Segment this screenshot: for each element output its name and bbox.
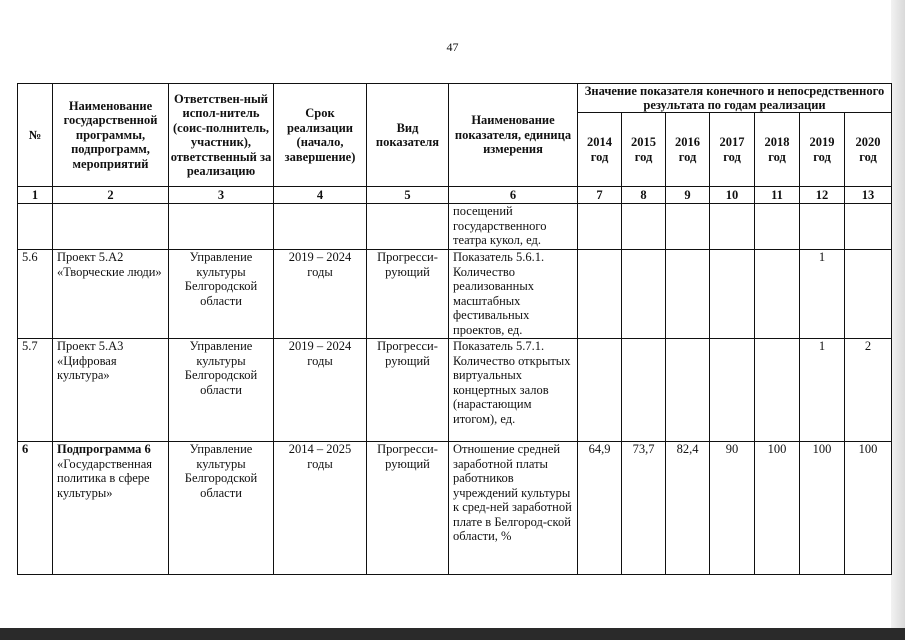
cell-program: Проект 5.А3 «Цифровая культура» [53, 339, 169, 442]
cell-program [53, 442, 169, 575]
cell-value [578, 204, 622, 250]
cell-value [845, 250, 892, 339]
column-number: 2 [53, 187, 169, 204]
header-year: 2015 год [622, 113, 666, 187]
cell-indicator-name: Показатель 5.7.1. Количество открытых виртуальных концертных залов (нарастающим итогом), ед. [449, 339, 578, 442]
column-number: 9 [666, 187, 710, 204]
cell-indicator-type [367, 204, 449, 250]
cell-indicator-type: Прогресси-рующий [367, 250, 449, 339]
cell-value [710, 204, 755, 250]
cell-value [845, 204, 892, 250]
scan-edge-right [891, 0, 905, 640]
cell-period: 2014 – 2025 годы [274, 442, 367, 575]
cell-value [622, 250, 666, 339]
cell-indicator-type: Прогресси-рующий [367, 339, 449, 442]
cell-value: 90 [710, 442, 755, 575]
column-number: 3 [169, 187, 274, 204]
header-year: 2019 год [800, 113, 845, 187]
cell-indicator-name: Отношение средней заработной платы работников учреждений культуры к сред-ней заработной плате в Белгород-ской области, % [449, 442, 578, 575]
header-responsible: Ответствен-ный испол-нитель (соис-полнитель, участник), ответственный за реализацию [169, 84, 274, 187]
cell-period: 2019 – 2024 годы [274, 250, 367, 339]
cell-no: 5.7 [18, 339, 53, 442]
column-number: 12 [800, 187, 845, 204]
cell-value: 64,9 [578, 442, 622, 575]
header-year: 2016 год [666, 113, 710, 187]
cell-value: 1 [800, 250, 845, 339]
cell-value [755, 250, 800, 339]
cell-value: 100 [800, 442, 845, 575]
header-program: Наименование государственной программы, подпрограмм, мероприятий [53, 84, 169, 187]
cell-value [800, 204, 845, 250]
header-period: Срок реализации (начало, завершение) [274, 84, 367, 187]
cell-indicator-name: посещений государственного театра кукол, ед. [449, 204, 578, 250]
table-row [18, 204, 892, 250]
cell-no [18, 204, 53, 250]
cell-indicator-type: Прогресси-рующий [367, 442, 449, 575]
table-row [18, 250, 892, 339]
cell-value: 73,7 [622, 442, 666, 575]
cell-no: 6 [18, 442, 53, 575]
table-row [18, 339, 892, 442]
cell-value [578, 339, 622, 442]
column-number: 11 [755, 187, 800, 204]
cell-value [710, 339, 755, 442]
cell-value: 82,4 [666, 442, 710, 575]
cell-value [755, 339, 800, 442]
cell-value: 2 [845, 339, 892, 442]
column-number: 8 [622, 187, 666, 204]
cell-responsible: Управление культуры Белгородской области [169, 250, 274, 339]
cell-responsible [169, 204, 274, 250]
cell-value [666, 204, 710, 250]
cell-value: 100 [755, 442, 800, 575]
cell-period: 2019 – 2024 годы [274, 339, 367, 442]
column-number: 7 [578, 187, 622, 204]
header-year: 2014 год [578, 113, 622, 187]
cell-program [53, 204, 169, 250]
page-number: 47 [446, 40, 459, 54]
table-row [18, 442, 892, 575]
column-number: 4 [274, 187, 367, 204]
cell-value [578, 250, 622, 339]
header-year: 2018 год [755, 113, 800, 187]
cell-value [666, 339, 710, 442]
column-number: 13 [845, 187, 892, 204]
cell-no: 5.6 [18, 250, 53, 339]
column-number: 6 [449, 187, 578, 204]
cell-indicator-name: Показатель 5.6.1. Количество реализованных масштабных фестивальных проектов, ед. [449, 250, 578, 339]
header-indicator-name: Наименование показателя, единица измерения [449, 84, 578, 187]
cell-value: 100 [845, 442, 892, 575]
cell-value: 1 [800, 339, 845, 442]
cell-responsible: Управление культуры Белгородской области [169, 442, 274, 575]
header-values-group: Значение показателя конечного и непосредственного результата по годам реализации [578, 84, 892, 113]
cell-value [622, 204, 666, 250]
scan-edge-bottom [0, 628, 905, 640]
cell-program: Проект 5.А2 «Творческие люди» [53, 250, 169, 339]
subprogram-title: «Государственная политика в сфере культуры» [57, 456, 153, 500]
cell-value [710, 250, 755, 339]
cell-value [622, 339, 666, 442]
column-number: 10 [710, 187, 755, 204]
subprogram-label: Подпрограмма 6 [57, 442, 151, 456]
header-indicator-type: Вид показателя [367, 84, 449, 187]
cell-value [666, 250, 710, 339]
column-number: 5 [367, 187, 449, 204]
cell-period [274, 204, 367, 250]
header-year: 2020 год [845, 113, 892, 187]
cell-value [755, 204, 800, 250]
header-year: 2017 год [710, 113, 755, 187]
header-no: № [18, 84, 53, 187]
cell-responsible: Управление культуры Белгородской области [169, 339, 274, 442]
column-number: 1 [18, 187, 53, 204]
indicators-table [17, 83, 892, 575]
